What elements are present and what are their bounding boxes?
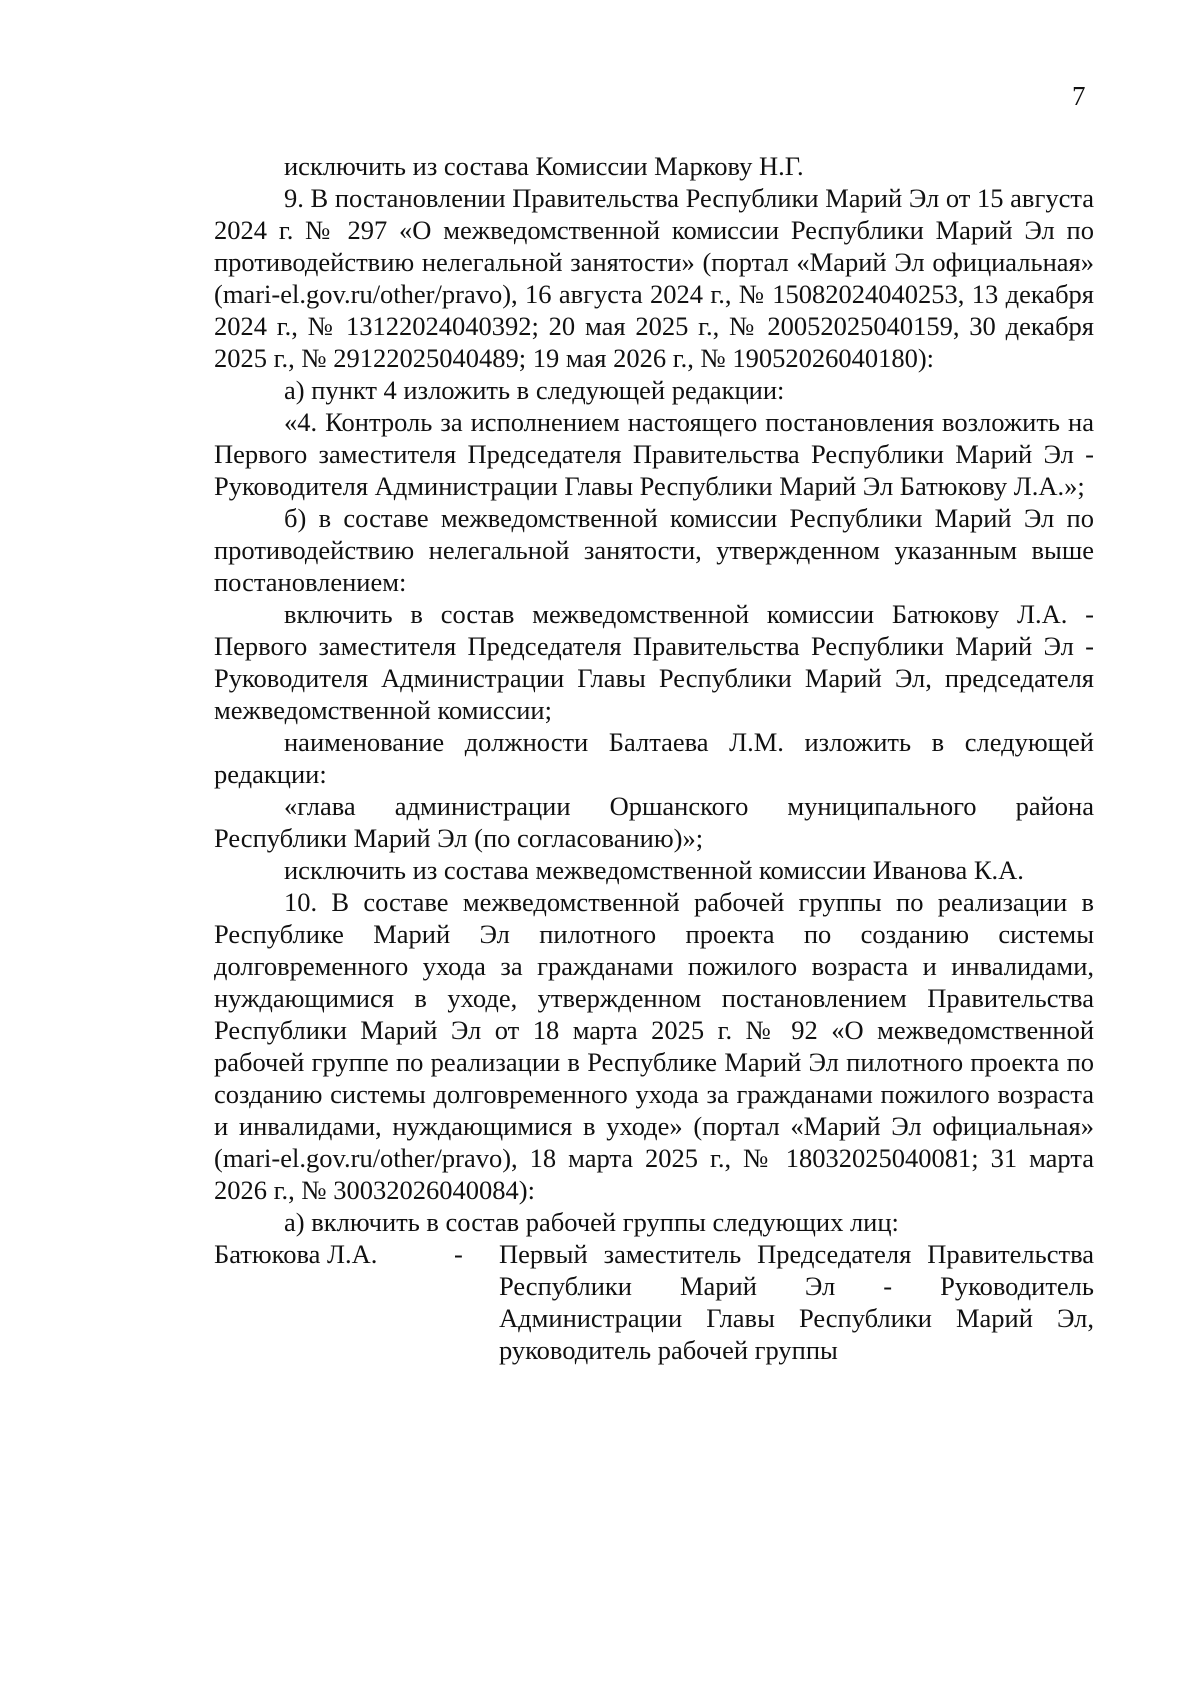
paragraph-include-batyukova: включить в состав межведомственной комиссии Батюкову Л.А. - Первого заместителя Председателя Правительства Республики Марий Эл - Руководителя Администрации Главы Республики Марий Эл, председателя межведомственной комиссии; bbox=[214, 599, 1094, 725]
page-number: 7 bbox=[1072, 81, 1086, 111]
paragraph-baltaev-title: наименование должности Балтаева Л.М. изложить в следующей редакции: bbox=[214, 727, 1094, 789]
paragraph-item-9b: б) в составе межведомственной комиссии Республики Марий Эл по противодействию нелегальной занятости, утвержденном указанным выше постановлением: bbox=[214, 503, 1094, 597]
paragraph-exclude-markova: исключить из состава Комиссии Маркову Н.Г. bbox=[284, 151, 804, 181]
member-dash: - bbox=[454, 1239, 463, 1269]
paragraph-baltaev-quote: «глава администрации Оршанского муниципального района Республики Марий Эл (по согласованию)»; bbox=[214, 791, 1094, 853]
member-name: Батюкова Л.А. bbox=[214, 1239, 378, 1269]
paragraph-item-4-quote: «4. Контроль за исполнением настоящего постановления возложить на Первого заместителя Председателя Правительства Республики Марий Эл - Руководителя Администрации Главы Республики Марий Эл Батюкову Л.А.»; bbox=[214, 407, 1094, 501]
paragraph-item-9a: а) пункт 4 изложить в следующей редакции: bbox=[284, 375, 785, 405]
member-role: Первый заместитель Председателя Правительства Республики Марий Эл - Руководитель Администрации Главы Республики Марий Эл, руководитель рабочей группы bbox=[499, 1239, 1094, 1365]
paragraph-item-9: 9. В постановлении Правительства Республики Марий Эл от 15 августа 2024 г. № 297 «О межведомственной комиссии Республики Марий Эл по противодействию нелегальной занятости» (портал «Марий Эл официальная» (mari-el.gov.ru/other/pravo), 16 августа 2024 г., № 15082024040253, 13 декабря 2024 г., № 13122024040392; 20 мая 2025 г., № 20052025040159, 30 декабря 2025 г., № 29122025040489; 19 мая 2026 г., № 19052026040180): bbox=[214, 183, 1094, 373]
member-row bbox=[214, 1238, 1094, 1366]
document-body bbox=[214, 150, 1094, 1366]
paragraph-item-10a: а) включить в состав рабочей группы следующих лиц: bbox=[284, 1207, 899, 1237]
paragraph-exclude-ivanov: исключить из состава межведомственной комиссии Иванова К.А. bbox=[284, 855, 1024, 885]
paragraph-item-10: 10. В составе межведомственной рабочей группы по реализации в Республике Марий Эл пилотного проекта по созданию системы долговременного ухода за гражданами пожилого возраста и инвалидами, нуждающимися в уходе, утвержденном постановлением Правительства Республики Марий Эл от 18 марта 2025 г. № 92 «О межведомственной рабочей группе по реализации в Республике Марий Эл пилотного проекта по созданию системы долговременного ухода за гражданами пожилого возраста и инвалидами, нуждающимися в уходе» (портал «Марий Эл официальная» (mari-el.gov.ru/other/pravo), 18 марта 2025 г., № 18032025040081; 31 марта 2026 г., № 30032026040084): bbox=[214, 887, 1094, 1205]
